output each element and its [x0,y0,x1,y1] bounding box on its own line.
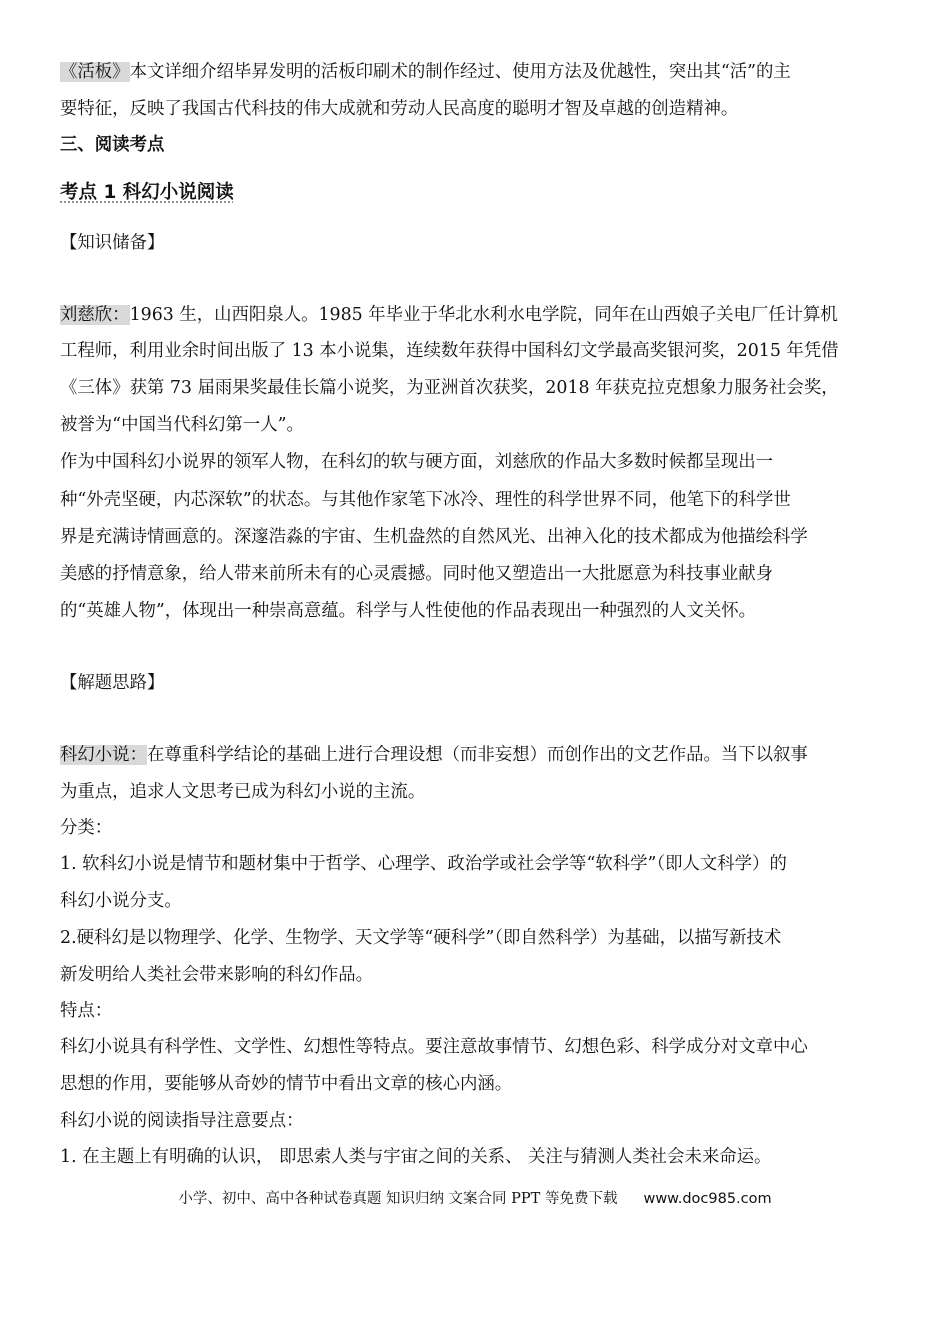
body-line: 科幻小说分支。 [60,891,182,911]
definition-label: 科幻小说： [60,745,147,765]
body-line: 分类： [60,818,113,838]
definition-line-1 [60,740,896,770]
author-line-4: 被誉为“中国当代科幻第一人”。 [60,415,304,435]
author-para-line: 种“外壳坚硬，内芯深软”的状态。与其他作家笔下冰冷、理性的科学世界不同，他笔下的科学世 [60,490,791,510]
author-label: 刘慈欣： [60,305,130,325]
author-para-line: 的“英雄人物”，体现出一种崇高意蕴。科学与人性使他的作品表现出一种强烈的人文关怀。 [60,601,757,621]
kaodian-title [60,178,896,208]
intro-text-1: 本文详细介绍毕昇发明的活板印刷术的制作经过、使用方法及优越性，突出其“活”的主 [129,62,791,82]
body-line: 新发明给人类社会带来影响的科幻作品。 [60,965,374,985]
author-para-line: 作为中国科幻小说界的领军人物，在科幻的软与硬方面，刘慈欣的作品大多数时候都呈现出一 [60,452,774,472]
body-line: 2.硬科幻是以物理学、化学、生物学、天文学等“硬科学”（即自然科学）为基础，以描写新技术 [60,928,782,948]
zhishi-heading: 【知识储备】 [60,233,165,253]
kaodian-title-text: 考点 1 科幻小说阅读 [60,182,234,203]
author-para-line: 界是充满诗情画意的。深邃浩淼的宇宙、生机盎然的自然风光、出神入化的技术都成为他描绘科学 [60,527,808,547]
section-heading: 三、阅读考点 [60,135,165,155]
body-line: 1. 在主题上有明确的认识， 即思索人类与宇宙之间的关系、 关注与猜测人类社会未来命运。 [60,1147,772,1167]
footer-site: www.doc985.com [643,1191,772,1207]
author-line-3: 《三体》获第 73 届雨果奖最佳长篇小说奖，为亚洲首次获奖，2018 年获克拉克想象力服务社会奖， [60,378,839,398]
definition-line-2: 为重点，追求人文思考已成为科幻小说的主流。 [60,782,426,802]
intro-line-1 [60,57,896,87]
body-line: 思想的作用，要能够从奇妙的情节中看出文章的核心内涵。 [60,1074,513,1094]
author-para-line: 美感的抒情意象，给人带来前所未有的心灵震撼。同时他又塑造出一大批愿意为科技事业献身 [60,564,774,584]
definition-text-1: 在尊重科学结论的基础上进行合理设想（而非妄想）而创作出的文艺作品。当下以叙事 [146,745,808,765]
author-line-2: 工程师，利用业余时间出版了 13 本小说集，连续数年获得中国科幻文学最高奖银河奖，2015 年凭借 [60,341,839,361]
author-line-1 [60,300,896,330]
page-footer [0,1186,950,1212]
body-line: 特点： [60,1001,113,1021]
body-line: 科幻小说具有科学性、文学性、幻想性等特点。要注意故事情节、幻想色彩、科学成分对文章中心 [60,1037,808,1057]
footer-text: 小学、初中、高中各种试卷真题 知识归纳 文案合同 PPT 等免费下载 [178,1191,618,1207]
intro-label: 《活板》 [60,62,130,82]
body-line: 科幻小说的阅读指导注意要点： [60,1111,304,1131]
intro-line-2: 要特征，反映了我国古代科技的伟大成就和劳动人民高度的聪明才智及卓越的创造精神。 [60,99,739,119]
author-text-1: 1963 生，山西阳泉人。1985 年毕业于华北水利水电学院，同年在山西娘子关电厂任计算机 [129,305,838,325]
body-line: 1. 软科幻小说是情节和题材集中于哲学、心理学、政治学或社会学等“软科学”（即人文科学）的 [60,854,787,874]
jieti-heading: 【解题思路】 [60,673,165,693]
